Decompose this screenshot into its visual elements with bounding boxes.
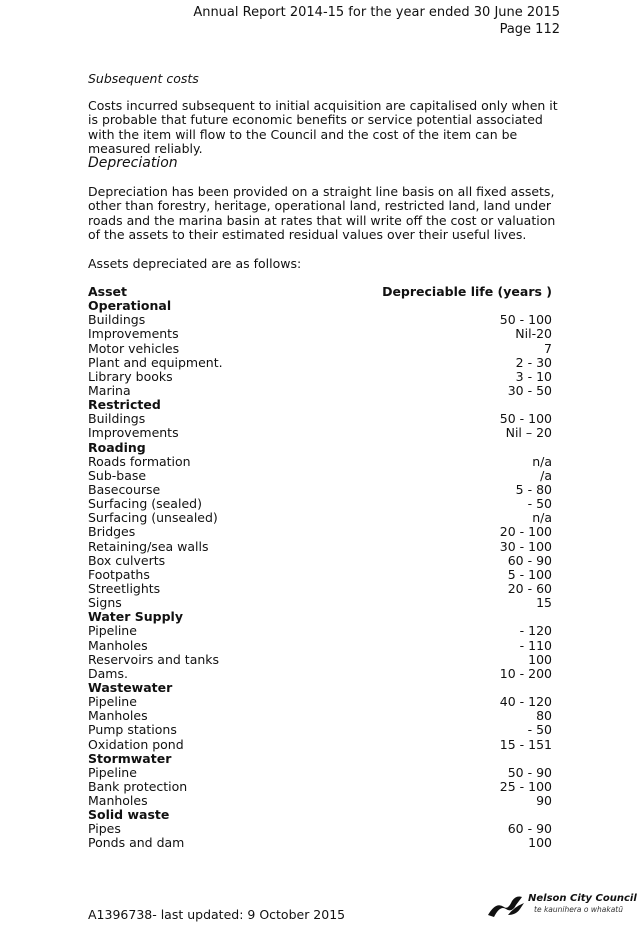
table-row — [88, 370, 552, 384]
depreciable-life: 60 - 90 — [507, 821, 552, 837]
depreciable-life: n/a — [532, 510, 552, 526]
table-header-row — [88, 285, 552, 299]
asset-name: Manholes — [88, 637, 148, 653]
depreciable-life: 90 — [536, 793, 552, 809]
table-row — [88, 639, 552, 653]
table-row — [88, 709, 552, 723]
asset-name: Wastewater — [88, 679, 173, 695]
asset-name: Improvements — [88, 425, 179, 441]
asset-name: Motor vehicles — [88, 340, 180, 356]
asset-name: Pipeline — [88, 764, 137, 780]
column-header-asset: Asset — [88, 284, 128, 299]
document-reference: A1396738- last updated: 9 October 2015 — [88, 907, 346, 922]
asset-name: Pipeline — [88, 623, 137, 639]
asset-name: Retaining/sea walls — [88, 538, 209, 554]
depreciable-life: 25 - 100 — [499, 778, 552, 794]
table-row — [88, 469, 552, 483]
table-row — [88, 412, 552, 426]
depreciable-life: 7 — [544, 340, 552, 356]
asset-name: Solid waste — [88, 807, 170, 823]
asset-name: Buildings — [88, 411, 146, 427]
table-section-heading — [88, 808, 552, 822]
asset-name: Pipeline — [88, 694, 137, 710]
table-row — [88, 426, 552, 440]
depreciable-life: 100 — [528, 835, 552, 851]
table-row — [88, 342, 552, 356]
depreciable-life: 50 - 100 — [499, 312, 552, 328]
asset-name: Footpaths — [88, 566, 150, 582]
table-row — [88, 525, 552, 539]
depreciable-life: 10 - 200 — [499, 665, 552, 681]
asset-name: Improvements — [88, 326, 179, 342]
depreciable-life: n/a — [532, 453, 552, 469]
depreciable-life: 5 - 80 — [515, 481, 552, 497]
depreciation-heading: Depreciation — [88, 155, 178, 171]
table-row — [88, 455, 552, 469]
depreciation-text: Depreciation has been provided on a straight line basis on all fixed assets, other than forestry, heritage, operational land, restricted land, land under roads and the marina basin at rates that will write off the cost or valuation of the assets to their estimated residual values over their useful lives. — [88, 184, 556, 243]
depreciable-life: 15 - 151 — [499, 736, 552, 752]
asset-name: Surfacing (unsealed) — [88, 510, 218, 526]
asset-name: Stormwater — [88, 750, 172, 766]
table-row — [88, 738, 552, 752]
table-row — [88, 695, 552, 709]
nelson-city-council-logo — [486, 893, 637, 919]
depreciable-life: 60 - 90 — [507, 552, 552, 568]
table-row — [88, 596, 552, 610]
table-row — [88, 356, 552, 370]
asset-name: Library books — [88, 368, 173, 384]
assets-intro: Assets depreciated are as follows: — [88, 256, 302, 271]
depreciable-life: 15 — [536, 595, 552, 611]
table-row — [88, 511, 552, 525]
table-section-heading — [88, 398, 552, 412]
asset-name: Bank protection — [88, 778, 188, 794]
table-section-heading — [88, 752, 552, 766]
depreciable-life: 2 - 30 — [515, 354, 552, 370]
asset-name: Operational — [88, 298, 172, 314]
table-row — [88, 822, 552, 836]
depreciable-life: 20 - 100 — [499, 524, 552, 540]
table-row — [88, 780, 552, 794]
asset-name: Bridges — [88, 524, 136, 540]
depreciable-life: - 120 — [519, 623, 552, 639]
asset-name: Dams. — [88, 665, 128, 681]
subsequent-costs-heading: Subsequent costs — [88, 71, 199, 86]
table-row — [88, 723, 552, 737]
logo-mark-icon — [486, 893, 526, 919]
asset-name: Restricted — [88, 397, 161, 413]
asset-name: Water Supply — [88, 609, 183, 625]
table-body — [88, 299, 552, 850]
logo-name: Nelson City Council — [528, 893, 637, 904]
depreciable-life: 5 - 100 — [507, 566, 552, 582]
page-header — [193, 4, 560, 38]
table-row — [88, 794, 552, 808]
table-row — [88, 327, 552, 341]
depreciable-life: Nil-20 — [515, 326, 552, 342]
table-row — [88, 582, 552, 596]
asset-name: Box culverts — [88, 552, 166, 568]
asset-name: Buildings — [88, 312, 146, 328]
asset-name: Pipes — [88, 821, 121, 837]
depreciable-life: - 110 — [519, 637, 552, 653]
subsequent-costs-text: Costs incurred subsequent to initial acquisition are capitalised only when it is probable that future economic benefits or service potential associated with the item will flow to the Council and the cost of the item can be measured reliably. — [88, 98, 558, 157]
table-row — [88, 624, 552, 638]
table-section-heading — [88, 610, 552, 624]
page-number: Page 112 — [499, 22, 560, 37]
depreciable-life: - 50 — [527, 722, 552, 738]
report-title: Annual Report 2014-15 for the year ended 30 June 2015 — [193, 5, 560, 20]
asset-name: Marina — [88, 382, 131, 398]
asset-name: Plant and equipment. — [88, 354, 223, 370]
asset-name: Streetlights — [88, 580, 161, 596]
depreciable-life: 3 - 10 — [515, 368, 552, 384]
depreciable-life: 80 — [536, 708, 552, 724]
table-row — [88, 653, 552, 667]
table-row — [88, 384, 552, 398]
depreciable-life: Nil – 20 — [505, 425, 552, 441]
depreciable-life: 30 - 50 — [507, 382, 552, 398]
table-row — [88, 554, 552, 568]
asset-name: Oxidation pond — [88, 736, 184, 752]
asset-name: Signs — [88, 595, 122, 611]
table-row — [88, 568, 552, 582]
depreciable-life: 40 - 120 — [499, 694, 552, 710]
depreciable-life: - 50 — [527, 496, 552, 512]
asset-name: Reservoirs and tanks — [88, 651, 220, 667]
table-section-heading — [88, 299, 552, 313]
asset-name: Surfacing (sealed) — [88, 496, 202, 512]
depreciation-table — [88, 285, 552, 851]
depreciable-life: 100 — [528, 651, 552, 667]
table-row — [88, 497, 552, 511]
asset-name: Pump stations — [88, 722, 177, 738]
asset-name: Roads formation — [88, 453, 191, 469]
column-header-life: Depreciable life (years ) — [382, 284, 552, 299]
depreciable-life: 30 - 100 — [499, 538, 552, 554]
table-row — [88, 667, 552, 681]
table-row — [88, 766, 552, 780]
table-row — [88, 483, 552, 497]
table-row — [88, 836, 552, 850]
depreciable-life: 50 - 100 — [499, 411, 552, 427]
table-section-heading — [88, 681, 552, 695]
asset-name: Ponds and dam — [88, 835, 185, 851]
asset-name: Manholes — [88, 708, 148, 724]
logo-tagline: te kaunihera o whakatū — [534, 905, 623, 914]
table-section-heading — [88, 441, 552, 455]
asset-name: Sub-base — [88, 467, 147, 483]
asset-name: Basecourse — [88, 481, 161, 497]
table-row — [88, 313, 552, 327]
asset-name: Roading — [88, 439, 146, 455]
depreciable-life: 20 - 60 — [507, 580, 552, 596]
asset-name: Manholes — [88, 793, 148, 809]
table-row — [88, 540, 552, 554]
depreciable-life: 50 - 90 — [507, 764, 552, 780]
depreciable-life: /a — [540, 467, 552, 483]
